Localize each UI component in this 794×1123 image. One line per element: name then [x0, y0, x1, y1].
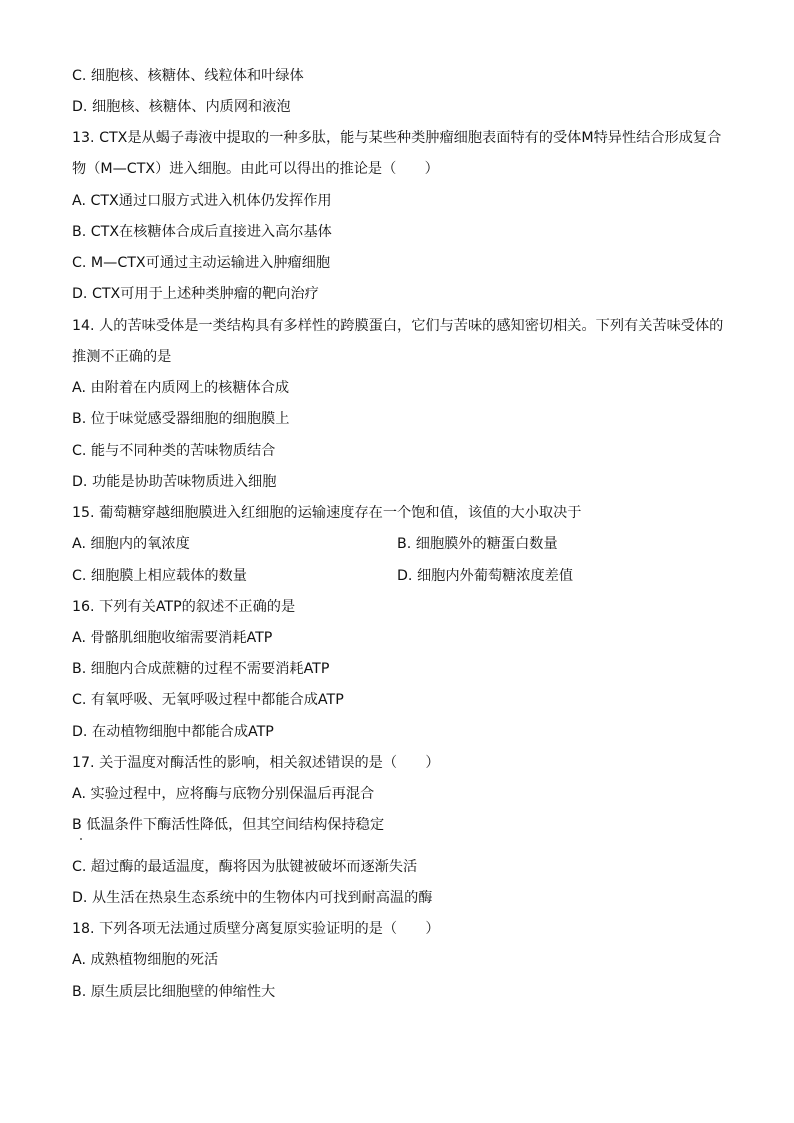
option-17b: B 低温条件下酶活性降低，但其空间结构保持稳定: [72, 817, 385, 833]
option-15a: A. 细胞内的氧浓度: [72, 536, 190, 552]
stray-dot-mark: [80, 838, 82, 840]
option-13b: B. CTX在核糖体合成后直接进入高尔基体: [72, 224, 332, 240]
option-12d: D. 细胞核、核糖体、内质网和液泡: [72, 99, 291, 115]
option-13d: D. CTX可用于上述种类肿瘤的靶向治疗: [72, 286, 319, 302]
question-15-stem: 15. 葡萄糖穿越细胞膜进入红细胞的运输速度存在一个饱和值，该值的大小取决于: [72, 505, 582, 521]
question-13-stem-line2: 物（M—CTX）进入细胞。由此可以得出的推论是（ ）: [72, 161, 439, 177]
question-18-stem: 18. 下列各项无法通过质壁分离复原实验证明的是（ ）: [72, 921, 440, 937]
option-15d: D. 细胞内外葡萄糖浓度差值: [397, 568, 574, 584]
option-16c: C. 有氧呼吸、无氧呼吸过程中都能合成ATP: [72, 692, 344, 708]
question-13-stem-line1: 13. CTX是从蝎子毒液中提取的一种多肽，能与某些种类肿瘤细胞表面特有的受体M特异性结合形成复合: [72, 130, 722, 146]
option-14b: B. 位于味觉感受器细胞的细胞膜上: [72, 411, 290, 427]
option-14c: C. 能与不同种类的苦味物质结合: [72, 443, 276, 459]
option-15b: B. 细胞膜外的糖蛋白数量: [397, 536, 558, 552]
question-14-stem-line1: 14. 人的苦味受体是一类结构具有多样性的跨膜蛋白，它们与苦味的感知密切相关。下列有关苦味受体的: [72, 318, 724, 334]
question-17-stem: 17. 关于温度对酶活性的影响，相关叙述错误的是（ ）: [72, 755, 440, 771]
option-13c: C. M—CTX可通过主动运输进入肿瘤细胞: [72, 255, 331, 271]
option-17d: D. 从生活在热泉生态系统中的生物体内可找到耐高温的酶: [72, 890, 433, 906]
option-15c: C. 细胞膜上相应载体的数量: [72, 568, 247, 584]
option-16b: B. 细胞内合成蔗糖的过程不需要消耗ATP: [72, 661, 330, 677]
option-13a: A. CTX通过口服方式进入机体仍发挥作用: [72, 193, 332, 209]
question-16-stem: 16. 下列有关ATP的叙述不正确的是: [72, 599, 296, 615]
option-18a: A. 成熟植物细胞的死活: [72, 952, 219, 968]
option-17a: A. 实验过程中，应将酶与底物分别保温后再混合: [72, 786, 375, 802]
option-12c: C. 细胞核、核糖体、线粒体和叶绿体: [72, 68, 304, 84]
question-14-stem-line2: 推测不正确的是: [72, 349, 172, 365]
option-14d: D. 功能是协助苦味物质进入细胞: [72, 474, 277, 490]
option-16d: D. 在动植物细胞中都能合成ATP: [72, 724, 274, 740]
option-16a: A. 骨骼肌细胞收缩需要消耗ATP: [72, 630, 273, 646]
option-17c: C. 超过酶的最适温度，酶将因为肽键被破坏而逐渐失活: [72, 859, 418, 875]
option-18b: B. 原生质层比细胞壁的伸缩性大: [72, 984, 276, 1000]
option-14a: A. 由附着在内质网上的核糖体合成: [72, 380, 290, 396]
